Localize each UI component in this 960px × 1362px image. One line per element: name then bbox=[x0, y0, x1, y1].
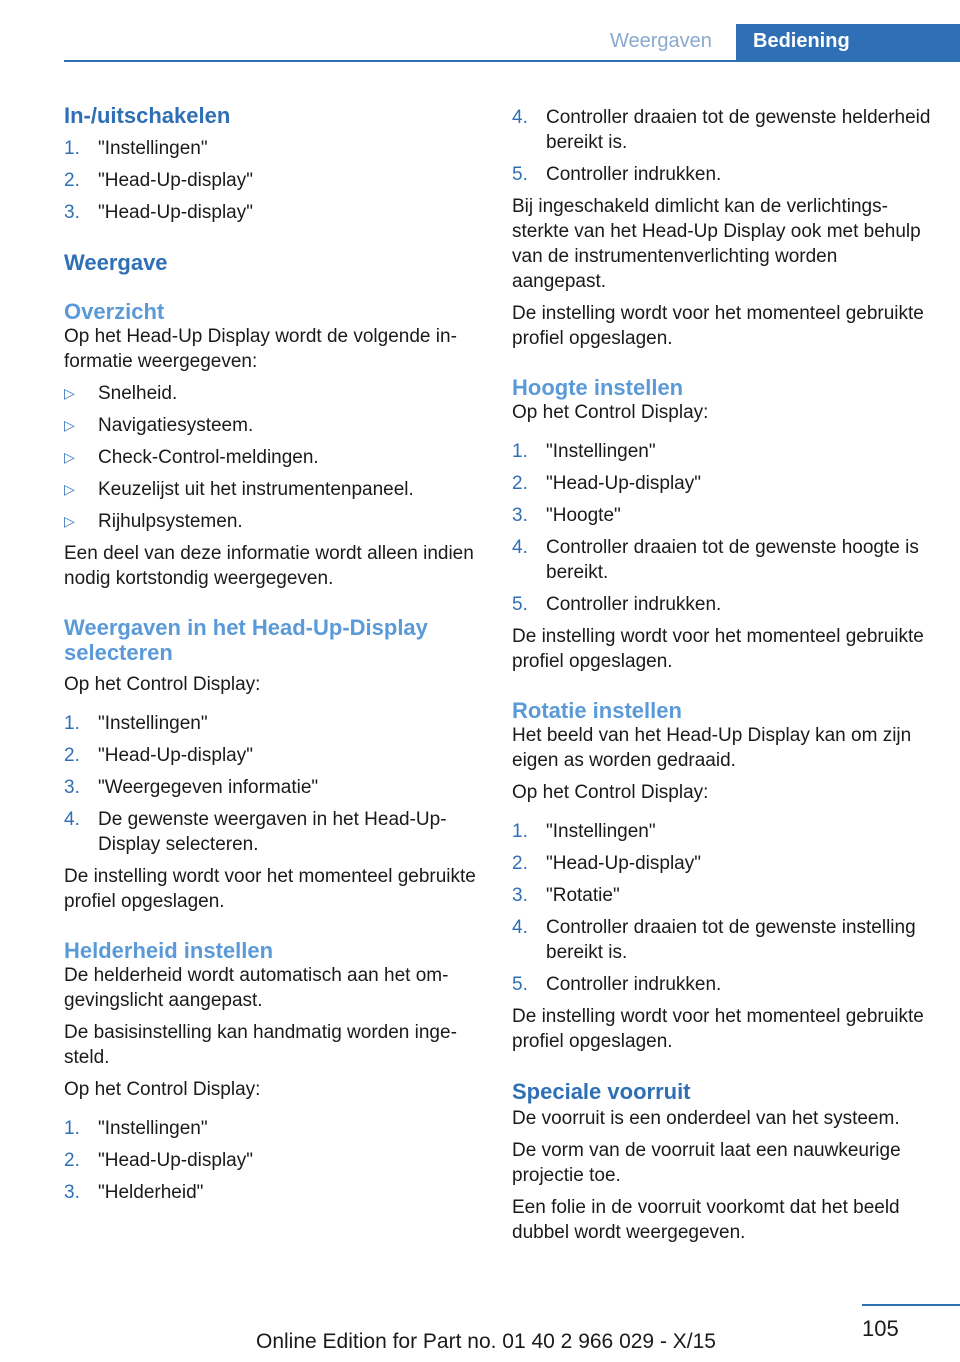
helderheid-p1: De helderheid wordt automatisch aan het omgevingslicht aangepast. bbox=[64, 965, 449, 1011]
list-item: 4. Controller draaien tot de gewenste hoogte is bereikt. bbox=[512, 537, 919, 583]
footer-rule bbox=[862, 1304, 960, 1306]
helderheid-outro: De instelling wordt voor het momenteel gebruikte profiel opgeslagen. bbox=[512, 303, 924, 349]
edition-footer: Online Edition for Part no. 01 40 2 966 029 - X/15 bbox=[256, 1330, 716, 1353]
list-item: 1. "Instellingen" bbox=[512, 441, 656, 462]
list-item: 2. "Head-Up-display" bbox=[64, 1150, 253, 1171]
rotatie-outro: De instelling wordt voor het momenteel gebruikte profiel opgeslagen. bbox=[512, 1006, 924, 1052]
rotatie-p2: Op het Control Display: bbox=[512, 782, 709, 803]
list-item: 3. "Rotatie" bbox=[512, 885, 620, 906]
header-rule bbox=[64, 60, 960, 62]
list-item: 3. "Helderheid" bbox=[64, 1182, 204, 1203]
heading-overzicht: Overzicht bbox=[64, 299, 165, 324]
header-chapter-tab: Bediening bbox=[736, 24, 960, 62]
helderheid-dimlicht: Bij ingeschakeld dimlicht kan de verlichtingssterkte van het Head-Up Display ook met behulp van de instrumentenverlichting worden aangepast. bbox=[512, 196, 921, 292]
triangle-bullet-icon: ▷ bbox=[64, 449, 75, 465]
list-item: ▷ Keuzelijst uit het instrumentenpaneel. bbox=[64, 479, 414, 500]
list-item: 2. "Head-Up-display" bbox=[512, 473, 701, 494]
triangle-bullet-icon: ▷ bbox=[64, 513, 75, 529]
list-item: 4. Controller draaien tot de gewenste instelling bereikt is. bbox=[512, 917, 916, 963]
heading-speciale-voorruit: Speciale voorruit bbox=[512, 1079, 691, 1104]
header-section-tab: Weergaven bbox=[610, 30, 712, 52]
voorruit-p3: Een folie in de voorruit voorkomt dat het beeld dubbel wordt weergegeven. bbox=[512, 1197, 900, 1243]
triangle-bullet-icon: ▷ bbox=[64, 481, 75, 497]
list-item: ▷ Snelheid. bbox=[64, 383, 178, 404]
list-selecteren bbox=[64, 711, 484, 857]
list-item: 3. "Weergegeven informatie" bbox=[64, 777, 319, 798]
heading-in-uitschakelen: In-/uitschakelen bbox=[64, 103, 231, 128]
hoogte-intro: Op het Control Display: bbox=[512, 402, 709, 423]
list-hoogte bbox=[512, 439, 932, 617]
heading-rotatie: Rotatie instellen bbox=[512, 698, 682, 723]
list-item: 2. "Head-Up-display" bbox=[64, 745, 253, 766]
list-item: 2. "Head-Up-display" bbox=[512, 853, 701, 874]
heading-weergave: Weergave bbox=[64, 250, 168, 275]
helderheid-p3: Op het Control Display: bbox=[64, 1079, 261, 1100]
list-item: 5. Controller indrukken. bbox=[512, 974, 722, 995]
list-item: ▷ Navigatiesysteem. bbox=[64, 415, 254, 436]
selecteren-outro: De instelling wordt voor het momenteel gebruikte profiel opgeslagen. bbox=[64, 866, 476, 912]
list-item: 3. "Hoogte" bbox=[512, 505, 621, 526]
rotatie-p1: Het beeld van het Head-Up Display kan om zijn eigen as worden gedraaid. bbox=[512, 725, 912, 771]
list-item: 5. Controller indrukken. bbox=[512, 594, 722, 615]
list-helderheid-vervolg bbox=[512, 105, 932, 187]
list-item: 1. "Instellingen" bbox=[64, 138, 208, 159]
voorruit-p1: De voorruit is een onderdeel van het systeem. bbox=[512, 1108, 900, 1129]
list-item: 4. Controller draaien tot de gewenste helderheid bereikt is. bbox=[512, 107, 931, 153]
left-column bbox=[64, 102, 484, 1205]
list-item: 3. "Head-Up-display" bbox=[64, 202, 253, 223]
list-overzicht bbox=[64, 381, 484, 534]
list-helderheid bbox=[64, 1116, 484, 1205]
heading-hoogte: Hoogte instellen bbox=[512, 375, 684, 400]
list-in-uitschakelen bbox=[64, 136, 484, 225]
heading-weergaven-selecteren: Weergaven in het Head-Up-Display selecteren bbox=[64, 615, 428, 665]
list-item: ▷ Check-Control-meldingen. bbox=[64, 447, 319, 468]
hoogte-outro: De instelling wordt voor het momenteel gebruikte profiel opgeslagen. bbox=[512, 626, 924, 672]
page-number: 105 bbox=[862, 1316, 899, 1341]
overzicht-intro: Op het Head-Up Display wordt de volgende informatie weergegeven: bbox=[64, 326, 457, 372]
list-item: ▷ Rijhulpsystemen. bbox=[64, 511, 243, 532]
list-item: 5. Controller indrukken. bbox=[512, 164, 722, 185]
voorruit-p2: De vorm van de voorruit laat een nauwkeurige projectie toe. bbox=[512, 1140, 901, 1186]
list-item: 2. "Head-Up-display" bbox=[64, 170, 253, 191]
list-item: 1. "Instellingen" bbox=[512, 821, 656, 842]
selecteren-intro: Op het Control Display: bbox=[64, 674, 261, 695]
list-rotatie bbox=[512, 819, 932, 997]
overzicht-outro: Een deel van deze informatie wordt alleen indien nodig kortstondig weergegeven. bbox=[64, 543, 474, 589]
list-item: 1. "Instellingen" bbox=[64, 1118, 208, 1139]
triangle-bullet-icon: ▷ bbox=[64, 385, 75, 401]
helderheid-p2: De basisinstelling kan handmatig worden ingesteld. bbox=[64, 1022, 457, 1068]
right-column bbox=[512, 102, 932, 1245]
heading-helderheid: Helderheid instellen bbox=[64, 938, 274, 963]
triangle-bullet-icon: ▷ bbox=[64, 417, 75, 433]
list-item: 4. De gewenste weergaven in het Head-Up-Display selecteren. bbox=[64, 809, 447, 855]
list-item: 1. "Instellingen" bbox=[64, 713, 208, 734]
